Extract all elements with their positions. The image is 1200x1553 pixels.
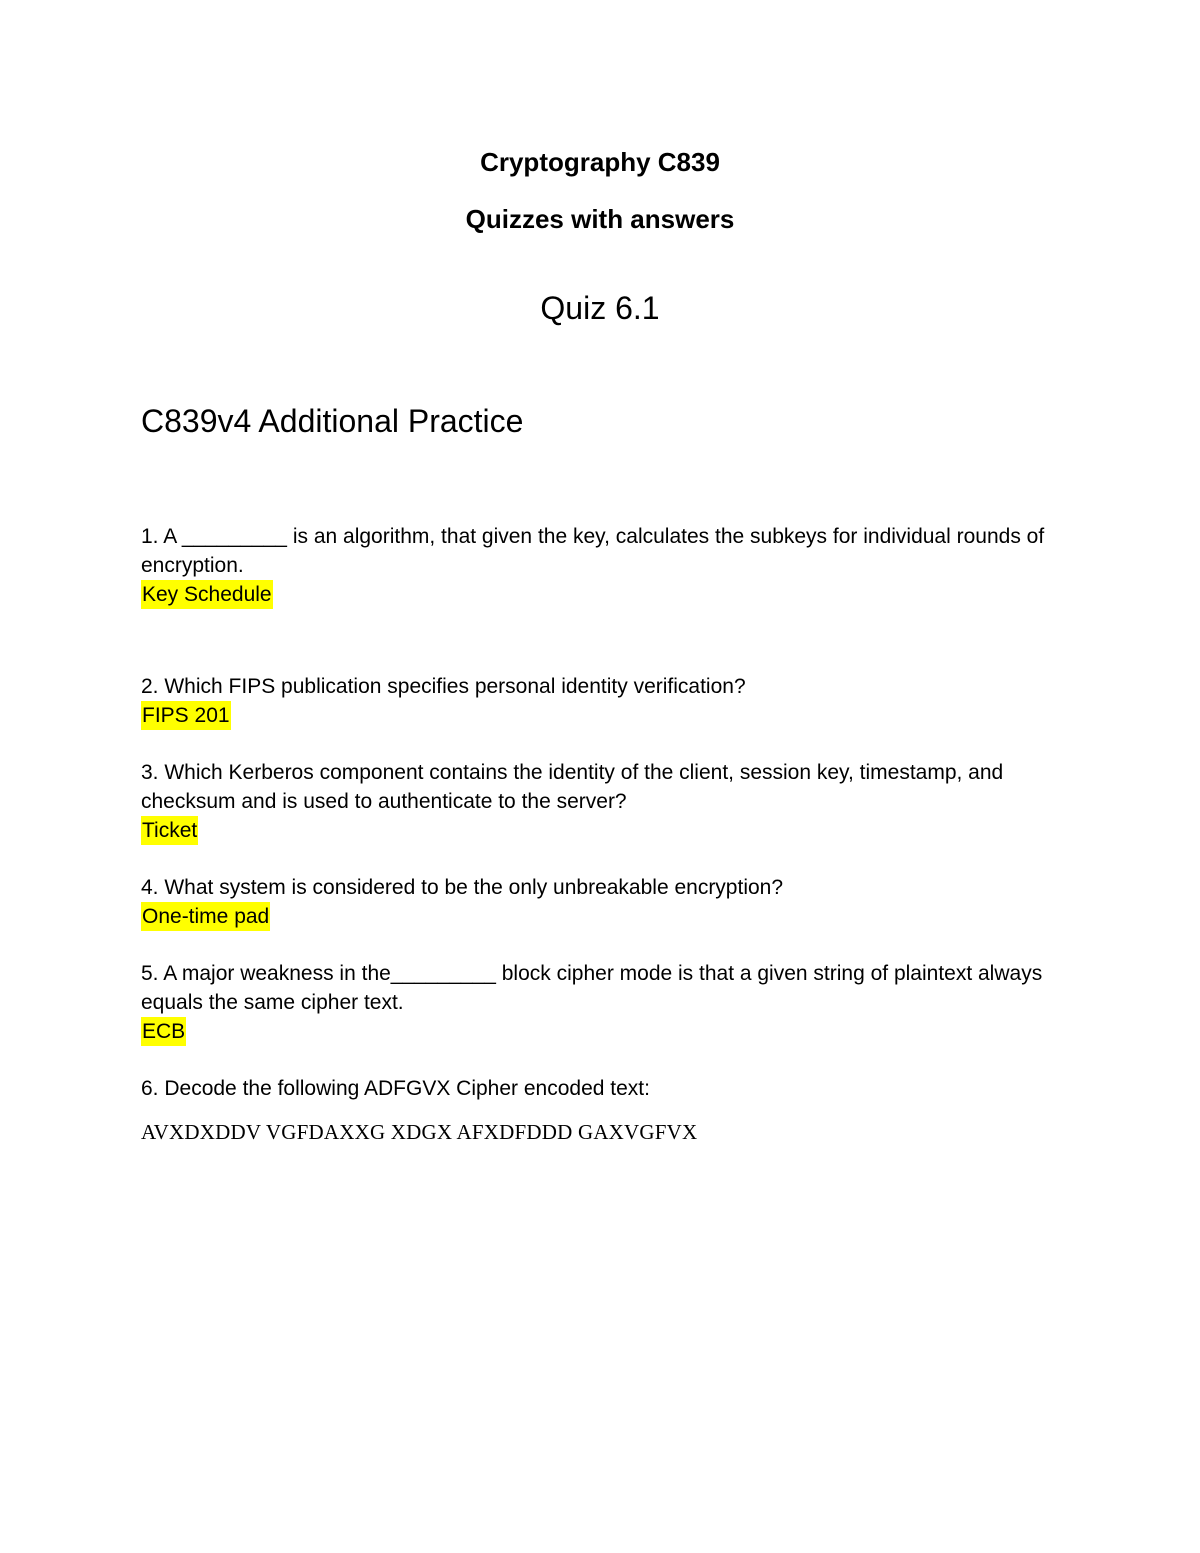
cipher-text: AVXDXDDV VGFDAXXG XDGX AFXDFDDD GAXVGFVX <box>141 1120 698 1144</box>
question-1 <box>141 522 1056 609</box>
question-text: 3. Which Kerberos component contains the identity of the client, session key, timestamp, and checksum and is used to authenticate to the server? <box>141 761 1004 813</box>
question-6 <box>141 1074 1056 1103</box>
answer-highlight: Ticket <box>141 816 198 845</box>
question-text: 2. Which FIPS publication specifies personal identity verification? <box>141 675 746 698</box>
question-text: 1. A _________ is an algorithm, that given the key, calculates the subkeys for individual rounds of encryption. <box>141 525 1045 577</box>
section-heading: C839v4 Additional Practice <box>141 403 524 439</box>
question-5 <box>141 959 1056 1046</box>
document-subtitle: Quizzes with answers <box>465 204 735 234</box>
question-text: 5. A major weakness in the_________ block cipher mode is that a given string of plaintext always equals the same cipher text. <box>141 962 1043 1014</box>
question-2 <box>141 672 1056 730</box>
answer-highlight: FIPS 201 <box>141 701 231 730</box>
question-3 <box>141 758 1056 845</box>
answer-highlight: Key Schedule <box>141 580 273 609</box>
document-title: Cryptography C839 <box>480 147 720 177</box>
question-text: 4. What system is considered to be the only unbreakable encryption? <box>141 876 784 899</box>
answer-highlight: ECB <box>141 1017 186 1046</box>
question-text: 6. Decode the following ADFGVX Cipher encoded text: <box>141 1077 650 1100</box>
answer-highlight: One-time pad <box>141 902 270 931</box>
question-4 <box>141 873 1056 931</box>
quiz-number: Quiz 6.1 <box>540 290 660 326</box>
